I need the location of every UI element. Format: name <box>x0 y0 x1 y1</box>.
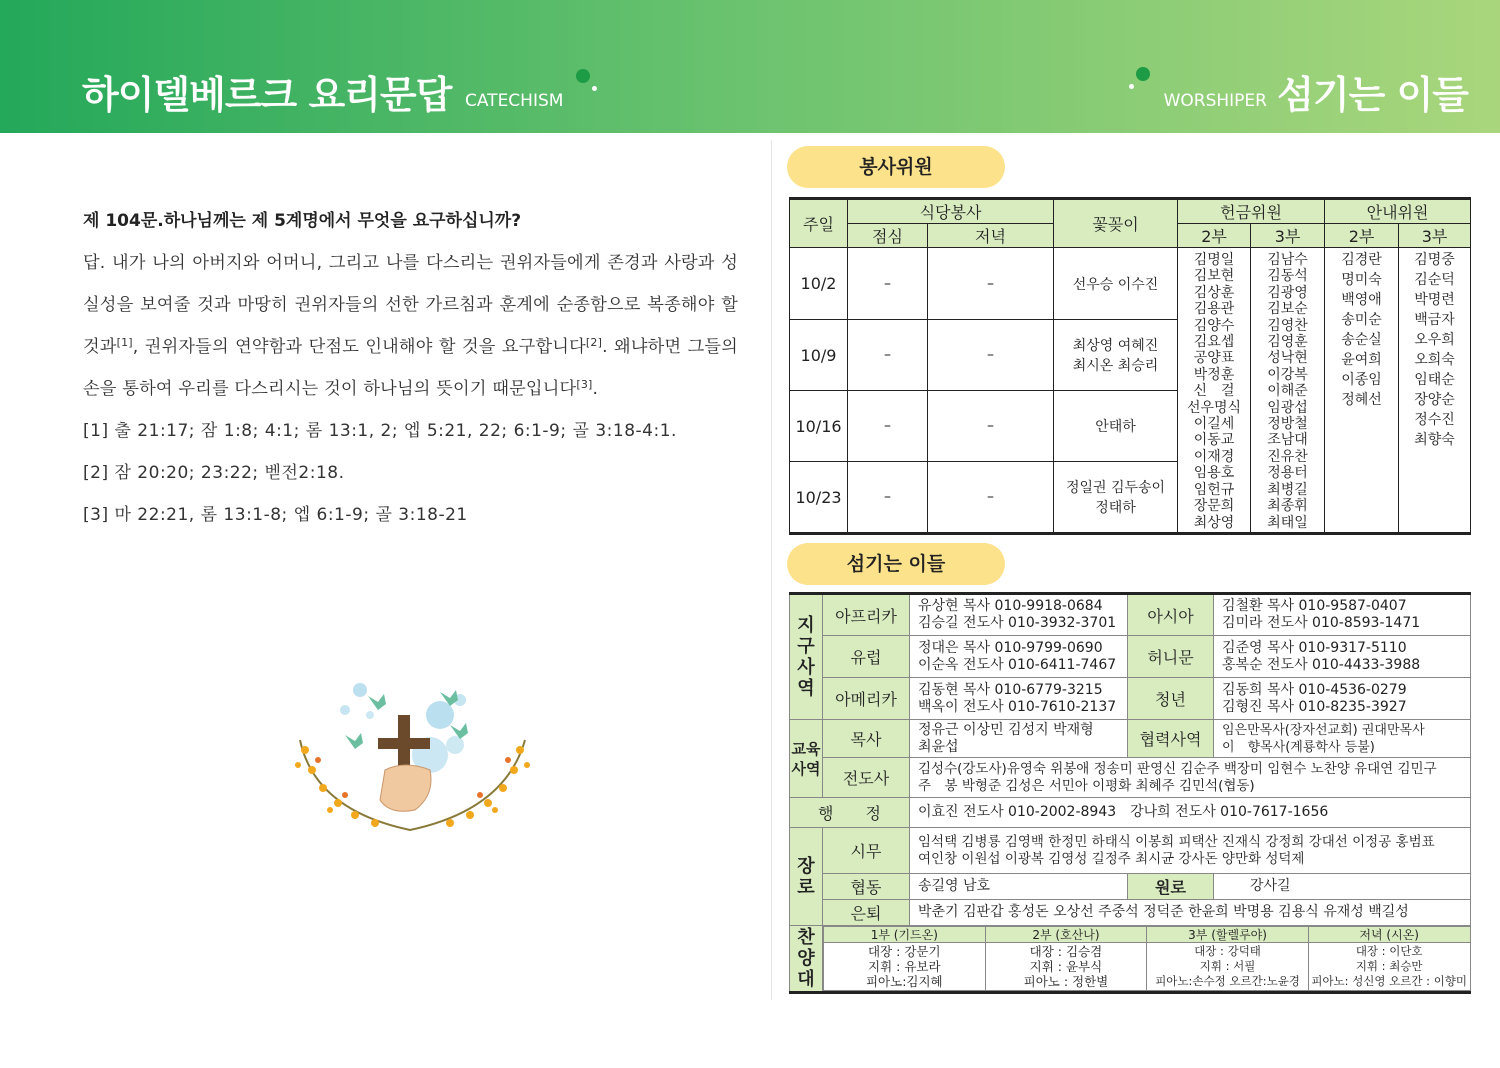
choir-name: 2부 (호산나) <box>985 927 1147 943</box>
name-item: 이해준 <box>1267 383 1308 400</box>
info-line: 김동현 목사 010-6779-3215 <box>918 681 1103 698</box>
lunch-header: 점심 <box>848 224 928 248</box>
offering-2-header: 2부 <box>1178 224 1251 248</box>
info-line: 이순옥 전도사 010-6411-7467 <box>918 656 1117 673</box>
meal-header: 식당봉사 <box>848 199 1054 224</box>
name-item: 김보현 <box>1193 268 1235 285</box>
name-item: 최상영 <box>1193 514 1235 531</box>
name-item: 정방철 <box>1267 416 1308 433</box>
active-label: 시무 <box>823 828 910 874</box>
admin-info: 이효진 전도사 010-2002-8943 강나희 전도사 010-7617-1656 <box>910 798 1471 828</box>
choir-detail <box>1308 943 1470 991</box>
asia-label: 아시아 <box>1128 594 1214 636</box>
vertical-char: 역 <box>797 678 815 699</box>
vertical-char: 대 <box>797 969 815 990</box>
name-item: 박명련 <box>1414 292 1455 308</box>
date-cell: 10/2 <box>790 248 848 320</box>
flower-cell: 정일권 김두송이 정태하 <box>1054 462 1178 534</box>
info-line: 여인창 이원섭 이광복 김영성 길정주 최시균 강사돈 양만화 성덕제 <box>918 850 1305 867</box>
footnote-marker: [2] <box>585 336 603 349</box>
table-row <box>790 900 1471 926</box>
name-item: 김양수 <box>1193 317 1235 334</box>
dinner-cell: – <box>928 248 1054 320</box>
info-line: 주 봉 박형준 김성은 서민아 이평화 최혜주 김민석(협동) <box>918 777 1255 794</box>
youth-info <box>1214 678 1471 720</box>
info-line: 김철환 목사 010-9587-0407 <box>1222 598 1407 614</box>
offering-2-list <box>1178 248 1251 534</box>
name-item: 진유찬 <box>1267 448 1308 465</box>
name-item: 장양순 <box>1414 392 1455 408</box>
america-label: 아메리카 <box>823 678 910 720</box>
date-header: 주일 <box>790 199 848 248</box>
info-line: 김승길 전도사 010-3932-3701 <box>918 615 1117 631</box>
info-line: 김준영 목사 010-9317-5110 <box>1222 639 1407 656</box>
name-item: 이강복 <box>1267 366 1308 383</box>
green-dot-icon <box>1136 67 1150 81</box>
name-item: 공양표 <box>1193 350 1235 367</box>
offering-3-header: 3부 <box>1251 224 1325 248</box>
name-item: 장문희 <box>1193 498 1235 515</box>
info-line: 김형진 목사 010-8235-3927 <box>1222 698 1407 715</box>
table-row <box>790 594 1471 636</box>
lunch-cell: – <box>848 391 928 462</box>
table-row <box>790 758 1471 798</box>
catechism-section <box>83 200 738 536</box>
column-divider <box>771 140 772 1000</box>
name-item: 김명중 <box>1414 252 1455 268</box>
answer-text: . 왜냐하면 그들의 손을 통하여 우리를 다스리시는 것이 하나님의 뜻이기 때문입니다 <box>83 337 738 399</box>
flower-header: 꽃꽂이 <box>1054 199 1178 248</box>
pastor-info <box>910 720 1128 758</box>
name-item: 정수진 <box>1414 412 1455 428</box>
cross-illustration <box>290 670 535 845</box>
info-line: 유상현 목사 010-9918-0684 <box>918 598 1103 614</box>
choir-name: 3부 (할렐루야) <box>1147 927 1309 943</box>
name-item: 최태일 <box>1267 514 1308 531</box>
footnote-marker: [1] <box>116 336 133 349</box>
table-row <box>790 248 1471 320</box>
retired-label: 은퇴 <box>823 900 910 926</box>
info-line: 정대은 목사 010-9799-0690 <box>918 639 1103 656</box>
info-line: 대장 : 강문기 <box>868 944 941 959</box>
date-cell: 10/9 <box>790 320 848 391</box>
choir-name: 1부 (기드온) <box>824 927 986 943</box>
europe-info <box>910 636 1128 678</box>
youth-label: 청년 <box>1128 678 1214 720</box>
reference-2: [2] 잠 20:20; 23:22; 벧전2:18. <box>83 463 345 483</box>
africa-label: 아프리카 <box>823 594 910 636</box>
vertical-char: 구 <box>797 636 815 657</box>
flower-cell: 선우승 이수진 <box>1054 248 1178 320</box>
hernhut-info <box>1214 636 1471 678</box>
vertical-char: 사 <box>797 657 815 678</box>
info-line: 피아노: 성신영 오르간 : 이향미 <box>1311 974 1468 988</box>
info-line: 이 향목사(계룡학사 등불) <box>1222 739 1375 755</box>
retired-info: 박춘기 김판갑 홍성돈 오상선 주중석 정덕준 한윤희 박명용 김용식 유재성 백길성 <box>910 900 1471 926</box>
choir-detail <box>824 943 986 991</box>
name-item: 성낙현 <box>1267 350 1308 367</box>
dinner-cell: – <box>928 391 1054 462</box>
date-cell: 10/23 <box>790 462 848 534</box>
info-line: 임석택 김병룡 김영백 한정민 하태식 이봉희 피택산 진재식 강정희 강대선 이정공 홍범표 <box>918 833 1435 850</box>
name-item: 김영찬 <box>1267 317 1308 334</box>
usher-2-header: 2부 <box>1325 224 1399 248</box>
name-item: 최종휘 <box>1267 498 1308 515</box>
info-line: 김동희 목사 010-4536-0279 <box>1222 681 1407 698</box>
info-line: 지휘 : 서필 <box>1199 959 1256 973</box>
name-item: 임광섭 <box>1267 399 1308 416</box>
white-dot-icon <box>1129 84 1134 89</box>
name-item: 박정훈 <box>1193 366 1235 383</box>
choir-detail <box>1147 943 1309 991</box>
name-item: 김용관 <box>1193 301 1235 318</box>
catechism-question: 제 104문.하나님께는 제 5계명에서 무엇을 요구하십니까? <box>83 211 522 231</box>
name-item: 최향숙 <box>1414 432 1455 448</box>
name-item: 김요셉 <box>1193 334 1235 351</box>
name-item: 송미순 <box>1341 312 1382 328</box>
education-label-text: 교육사역 <box>791 739 821 778</box>
vertical-char: 로 <box>797 876 815 898</box>
usher-2-list <box>1325 248 1399 534</box>
answer-text: , 권위자들의 연약함과 단점도 인내해야 할 것을 요구합니다 <box>132 337 586 357</box>
name-item: 김경란 <box>1341 252 1382 268</box>
info-line: 정유근 이상민 김성지 박재형 <box>918 721 1094 738</box>
catechism-answer <box>83 242 738 410</box>
info-line: 김미라 전도사 010-8593-1471 <box>1222 615 1421 631</box>
name-item: 이길세 <box>1193 416 1235 433</box>
flower-cell: 안태하 <box>1054 391 1178 462</box>
info-line: 지휘 : 윤부식 <box>1029 959 1103 974</box>
name-item: 송순실 <box>1341 332 1382 348</box>
america-info <box>910 678 1128 720</box>
lunch-cell: – <box>848 248 928 320</box>
green-dot-icon <box>576 69 590 83</box>
name-item: 정혜선 <box>1341 392 1382 408</box>
evangelist-label: 전도사 <box>823 758 910 798</box>
choir-grid <box>823 926 1471 993</box>
name-item: 백영애 <box>1341 292 1382 308</box>
info-line: 지휘 : 최승만 <box>1355 959 1423 973</box>
flower-cell: 최상영 여혜진 최시온 최승리 <box>1054 320 1178 391</box>
servants-heading: 섬기는 이들 <box>787 543 1005 585</box>
coop-label: 협력사역 <box>1128 720 1214 758</box>
name-item: 정용터 <box>1267 465 1308 482</box>
offering-header: 헌금위원 <box>1178 199 1325 224</box>
usher-3-header: 3부 <box>1399 224 1471 248</box>
europe-label: 유럽 <box>823 636 910 678</box>
lunch-cell: – <box>848 462 928 534</box>
name-item: 이동교 <box>1193 432 1235 449</box>
assoc-label: 협동 <box>823 874 910 900</box>
name-item: 임태순 <box>1414 372 1455 388</box>
active-info <box>910 828 1471 874</box>
info-line: 대장 : 강덕태 <box>1194 944 1261 958</box>
info-line: 피아노:김지혜 <box>865 974 943 989</box>
pastor-label: 목사 <box>823 720 910 758</box>
name-item: 임용호 <box>1193 465 1235 482</box>
name-item: 김남수 <box>1267 252 1308 268</box>
reference-3: [3] 마 22:21, 롬 13:1-8; 엡 6:1-9; 골 3:18-21 <box>83 505 468 525</box>
coop-info <box>1214 720 1471 758</box>
choir-name: 저녁 (시온) <box>1308 927 1470 943</box>
name-item: 오희숙 <box>1414 352 1455 368</box>
answer-text: . <box>592 379 599 399</box>
choir-label-text <box>790 927 822 990</box>
vertical-char: 지 <box>797 615 815 636</box>
assoc-info: 송길영 남호 <box>910 874 1128 900</box>
elder-label <box>790 828 823 926</box>
info-line: 대장 : 이단호 <box>1355 944 1423 958</box>
white-dot-icon <box>592 86 597 91</box>
catechism-subtitle: CATECHISM <box>465 91 564 111</box>
name-item: 김명일 <box>1193 252 1235 268</box>
name-item: 백금자 <box>1414 312 1455 328</box>
servants-table <box>789 592 1471 994</box>
choir-label <box>790 926 823 993</box>
volunteers-heading: 봉사위원 <box>787 146 1005 188</box>
admin-label: 행 정 <box>790 798 910 828</box>
info-line: 김성수(강도사)유영숙 위봉애 정송미 판영신 김순주 백장미 임현수 노찬양 유대연 김민구 <box>918 760 1437 777</box>
name-item: 이재경 <box>1193 448 1235 465</box>
choir-table <box>823 926 1471 991</box>
table-row <box>790 828 1471 874</box>
table-row <box>790 720 1471 758</box>
info-line: 지휘 : 유보라 <box>868 959 941 974</box>
info-line: 백옥이 전도사 010-7610-2137 <box>918 698 1117 715</box>
table-row <box>790 678 1471 720</box>
vertical-char: 장 <box>797 855 815 877</box>
usher-header: 안내위원 <box>1325 199 1471 224</box>
vertical-char: 양 <box>797 948 815 969</box>
region-label <box>790 594 823 720</box>
elder-label-text <box>790 856 822 898</box>
hernhut-label: 허니문 <box>1128 636 1214 678</box>
name-item: 임헌규 <box>1193 481 1235 498</box>
dinner-cell: – <box>928 320 1054 391</box>
name-item: 이종임 <box>1341 372 1382 388</box>
name-item: 김순덕 <box>1414 272 1455 288</box>
dinner-cell: – <box>928 462 1054 534</box>
table-row <box>790 926 1471 993</box>
worshiper-subtitle: WORSHIPER <box>1163 91 1267 111</box>
name-item: 선우명식 <box>1186 399 1242 416</box>
info-line: 홍복순 전도사 010-4433-3988 <box>1222 656 1421 673</box>
table-row <box>790 636 1471 678</box>
answer-text: 답. 내가 나의 아버지와 어머니, 그리고 나를 다스리는 권위자들에게 존경과 사랑과 성실성을 보여줄 것과 마땅히 권위자들의 선한 가르침과 훈계에 순종함으로 복종해야 할 것과 <box>83 253 738 357</box>
dinner-header: 저녁 <box>928 224 1054 248</box>
name-item: 조남대 <box>1267 432 1308 449</box>
offering-3-list <box>1251 248 1325 534</box>
name-item: 김영훈 <box>1267 334 1308 351</box>
date-cell: 10/16 <box>790 391 848 462</box>
senior-info: 강사길 <box>1214 874 1471 900</box>
worshiper-title: 섬기는 이들 <box>1277 73 1468 117</box>
name-item: 오우희 <box>1414 332 1455 348</box>
evangelist-info <box>910 758 1471 798</box>
name-item: 김상훈 <box>1193 284 1235 301</box>
vertical-char: 찬 <box>797 927 815 948</box>
name-item: 윤여희 <box>1341 352 1382 368</box>
reference-1: [1] 출 21:17; 잠 1:8; 4:1; 롬 13:1, 2; 엡 5:21, 22; 6:1-9; 골 3:18-4:1. <box>83 421 677 441</box>
table-row <box>790 874 1471 900</box>
usher-3-list <box>1399 248 1471 534</box>
volunteers-table <box>789 197 1471 535</box>
catechism-title: 하이델베르크 요리문답 <box>82 73 452 117</box>
info-line: 피아노 : 정한별 <box>1023 974 1109 989</box>
name-item: 최병길 <box>1267 481 1308 498</box>
table-row <box>790 798 1471 828</box>
name-item: 김동석 <box>1267 268 1308 285</box>
lunch-cell: – <box>848 320 928 391</box>
senior-label: 원로 <box>1128 874 1214 900</box>
info-line: 대장 : 김승겸 <box>1029 944 1103 959</box>
name-item: 신 걸 <box>1193 383 1235 400</box>
info-line: 피아노:손수정 오르간:노윤경 <box>1155 974 1300 988</box>
asia-info <box>1214 594 1471 636</box>
info-line: 최윤섭 <box>918 738 959 755</box>
name-item: 명미숙 <box>1341 272 1382 288</box>
region-label-text <box>790 615 822 699</box>
name-item: 김보순 <box>1267 301 1308 318</box>
africa-info <box>910 594 1128 636</box>
education-label <box>790 720 823 798</box>
footnote-marker: [3] <box>576 378 593 391</box>
info-line: 임은만목사(장자선교회) 권대만목사 <box>1222 722 1425 738</box>
name-item: 김광영 <box>1267 284 1308 301</box>
choir-detail <box>985 943 1147 991</box>
page-header <box>0 0 1500 133</box>
